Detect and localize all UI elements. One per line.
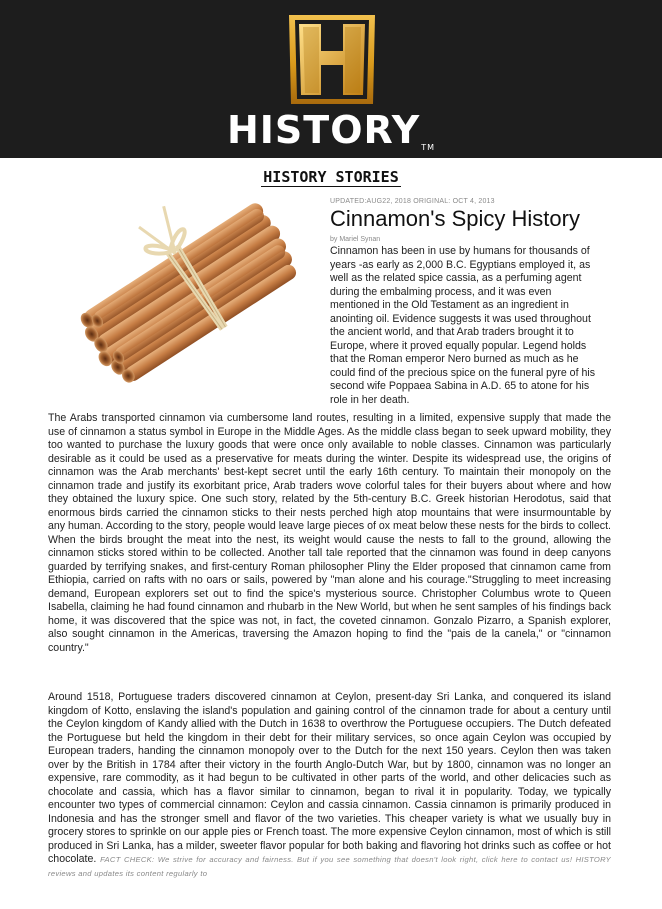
site-header xyxy=(0,0,662,158)
article-byline: by Mariel Synan xyxy=(330,236,381,243)
cinnamon-sticks-image xyxy=(66,195,318,393)
article-title: Cinnamon's Spicy History xyxy=(330,206,580,231)
article-dateline: UPDATED:AUG22, 2018 ORIGINAL: OCT 4, 2013 xyxy=(330,198,495,205)
history-wordmark[interactable] xyxy=(0,108,662,152)
section-title[interactable] xyxy=(0,168,662,186)
trademark: TM xyxy=(421,143,436,152)
fact-check-link[interactable]: FACT CHECK: We strive for accuracy and fairness. But if you see something that doesn't look right, click here to contact us! HISTORY reviews and updates its content regularly to xyxy=(48,855,612,878)
body-paragraph-2-text: Around 1518, Portuguese traders discovered cinnamon at Ceylon, present-day Sri Lanka, and conquered its island kingdom of Kotto, enslaving the island's population and gaining control of the cinnamon trade for about a century until the Ceylon kingdom of Kandy allied with the Dutch in 1638 to overthrow the Portuguese occupiers. The Dutch defeated the Portuguese but held the kingdom in their debt for their military services, so once again Ceylon was occupied by European traders, handing the cinnamon monopoly over to the Dutch for the next 150 years. Ceylon then was taken over by the British in 1784 after their victory in the fourth Anglo-Dutch War, but by 1800, cinnamon was no longer an expensive, rare commodity, as it had begun to be cultivated in other parts of the world, and other delicacies such as chocolate and cassia, which has a flavor similar to cinnamon, began to rival it in popularity. Today, we typically encounter two types of commercial cinnamon: Ceylon and cassia cinnamon. Cassia cinnamon is primarily produced in Indonesia and has the stronger smell and flavor of the two varieties. This cheaper variety is what we usually buy in grocery stores to sprinkle on our apple pies or French toast. The more expensive Ceylon cinnamon, most of which is still produced in Sri Lanka, has a milder, sweeter flavor popular for both baking and flavoring hot drinks such as coffee or hot chocolate. xyxy=(48,691,611,865)
body-paragraph-1: The Arabs transported cinnamon via cumbersome land routes, resulting in a limited, expensive supply that made the use of cinnamon a status symbol in Europe in the Middle Ages. As the middle class began to seek upward mobility, they too wanted to purchase the luxury goods that were once only available to noble classes. Cinnamon was particularly desirable as it could be used as a preservative for meats during the winter. Despite its widespread use, the origins of cinnamon was the Arab merchants' best-kept secret until the early 16th century. To maintain their monopoly on the cinnamon trade and justify its exorbitant price, Arab traders wove colorful tales for their buyers about where and how they obtained the luxury spice. One such story, related by the 5th-century B.C. Greek historian Herodotus, said that enormous birds carried the cinnamon sticks to their nests perched high atop mountains that were insurmountable by any human. According to the story, people would leave large pieces of ox meat below these nests for the birds to collect. When the birds brought the meat into the nest, its weight would cause the nests to fall to the ground, allowing the cinnamon sticks stored within to be collected. Another tall tale reported that the cinnamon was found in deep canyons guarded by terrifying snakes, and first-century Roman philosopher Pliny the Elder proposed that cinnamon came from Ethiopia, carried on rafts with no oars or sails, powered by "man alone and his courage."Struggling to meet increasing demand, European explorers set out to find the spice's mysterious source. Christopher Columbus wrote to Queen Isabella, claiming he had found cinnamon and rhubarb in the New World, but when he sent samples of his findings back home, it was discovered that the spice was not, in fact, the coveted cinnamon. Gonzalo Pizarro, a Spanish explorer, also sought cinnamon in the Americas, traversing the Amazon hoping to find the "pais de la canela," or "cinnamon country." xyxy=(48,412,611,654)
section-title-text: HISTORY STORIES xyxy=(263,168,399,186)
lead-paragraph: Cinnamon has been in use by humans for thousands of years -as early as 2,000 B.C. Egyptians employed it, as well as the related spice cassia, as a perfuming agent during the embalming process, and it was even mentioned in the Old Testament as an ingredient in anointing oil. Evidence suggests it was used throughout the ancient world, and that Arab traders brought it to Europe, where it proved equally popular. Legend holds that the Roman emperor Nero burned as much as he could find of the precious spice on the funeral pyre of his second wife Poppaea Sabina in A.D. 65 to atone for his role in her death. xyxy=(330,245,596,406)
history-logo-icon[interactable] xyxy=(285,13,379,106)
body-paragraph-2 xyxy=(48,691,611,880)
wordmark-text: HISTORY xyxy=(226,108,421,152)
